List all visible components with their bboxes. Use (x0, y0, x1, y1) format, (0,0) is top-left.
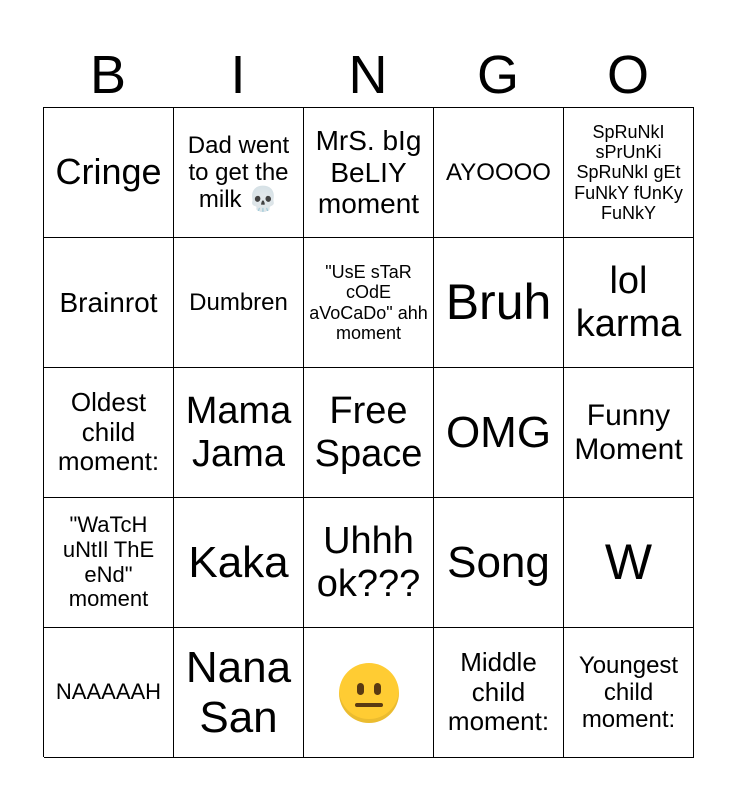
bingo-header (43, 44, 693, 106)
bingo-cell-r4c5[interactable] (564, 498, 694, 628)
cell-text: Youngest child moment: (578, 651, 679, 734)
bingo-cell-r2c5[interactable] (564, 238, 694, 368)
header-letter-i: I (230, 45, 246, 105)
bingo-cell-r3c2[interactable] (174, 368, 304, 498)
bingo-cell-r5c3[interactable] (304, 628, 434, 758)
cell-text: Oldest child moment: (57, 387, 160, 477)
bingo-cell-r1c1[interactable] (44, 108, 174, 238)
bingo-cell-r5c5[interactable] (564, 628, 694, 758)
bingo-cell-r3c1[interactable] (44, 368, 174, 498)
bingo-cell-r5c4[interactable] (434, 628, 564, 758)
cell-text: lol karma (575, 259, 682, 345)
cell-text: W (604, 534, 653, 591)
bingo-cell-r5c1[interactable] (44, 628, 174, 758)
cell-text: OMG (445, 407, 552, 457)
cell-text: Mama Jama (185, 389, 292, 475)
cell-text: Uhhh ok??? (316, 519, 421, 605)
cell-text: Nana San (185, 642, 292, 742)
bingo-grid (43, 107, 694, 757)
cell-text: Brainrot (59, 286, 158, 318)
bingo-cell-r4c1[interactable] (44, 498, 174, 628)
cell-text: SpRuNkI sPrUnKi SpRuNkI gEt FuNkY fUnKy FuNkY (574, 121, 683, 223)
header-letter-o: O (606, 45, 649, 105)
cell-text: Song (447, 537, 550, 587)
bingo-cell-r2c2[interactable] (174, 238, 304, 368)
cell-text: NAAAAAH (55, 679, 162, 705)
cell-text: "UsE sTaR cOdE aVoCaDo" ahh moment (309, 261, 428, 343)
header-letter-b: B (89, 45, 127, 105)
cell-text: Middle child moment: (447, 647, 550, 737)
header-letter-g: G (476, 45, 519, 105)
cell-text: Dumbren (189, 288, 288, 316)
cell-text: Kaka (188, 537, 289, 587)
cell-text: Dad went to get the milk 💀 (187, 131, 290, 214)
cell-text: Funny Moment (574, 398, 683, 466)
bingo-cell-r2c4[interactable] (434, 238, 564, 368)
bingo-cell-r5c2[interactable] (174, 628, 304, 758)
cell-text: AYOOOO (446, 158, 551, 186)
header-letter-n: N (348, 45, 388, 105)
bingo-cell-r4c3[interactable] (304, 498, 434, 628)
bingo-cell-r1c4[interactable] (434, 108, 564, 238)
bingo-cell-r1c5[interactable] (564, 108, 694, 238)
bingo-cell-r1c2[interactable] (174, 108, 304, 238)
cell-text: Bruh (445, 274, 552, 331)
cell-text: Cringe (55, 151, 162, 193)
bingo-cell-r3c3[interactable] (304, 368, 434, 498)
bingo-cell-r4c4[interactable] (434, 498, 564, 628)
bingo-cell-r3c4[interactable] (434, 368, 564, 498)
cell-text: MrS. bIg BeLIY moment (315, 125, 422, 220)
bingo-cell-r2c3[interactable] (304, 238, 434, 368)
free-space-text: Free Space (314, 389, 423, 475)
bingo-cell-r3c5[interactable] (564, 368, 694, 498)
bingo-cell-r1c3[interactable] (304, 108, 434, 238)
neutral-face-emoji-icon (339, 663, 399, 723)
cell-text: "WaTcH uNtIl ThE eNd" moment (62, 511, 155, 612)
bingo-cell-r2c1[interactable] (44, 238, 174, 368)
bingo-cell-r4c2[interactable] (174, 498, 304, 628)
